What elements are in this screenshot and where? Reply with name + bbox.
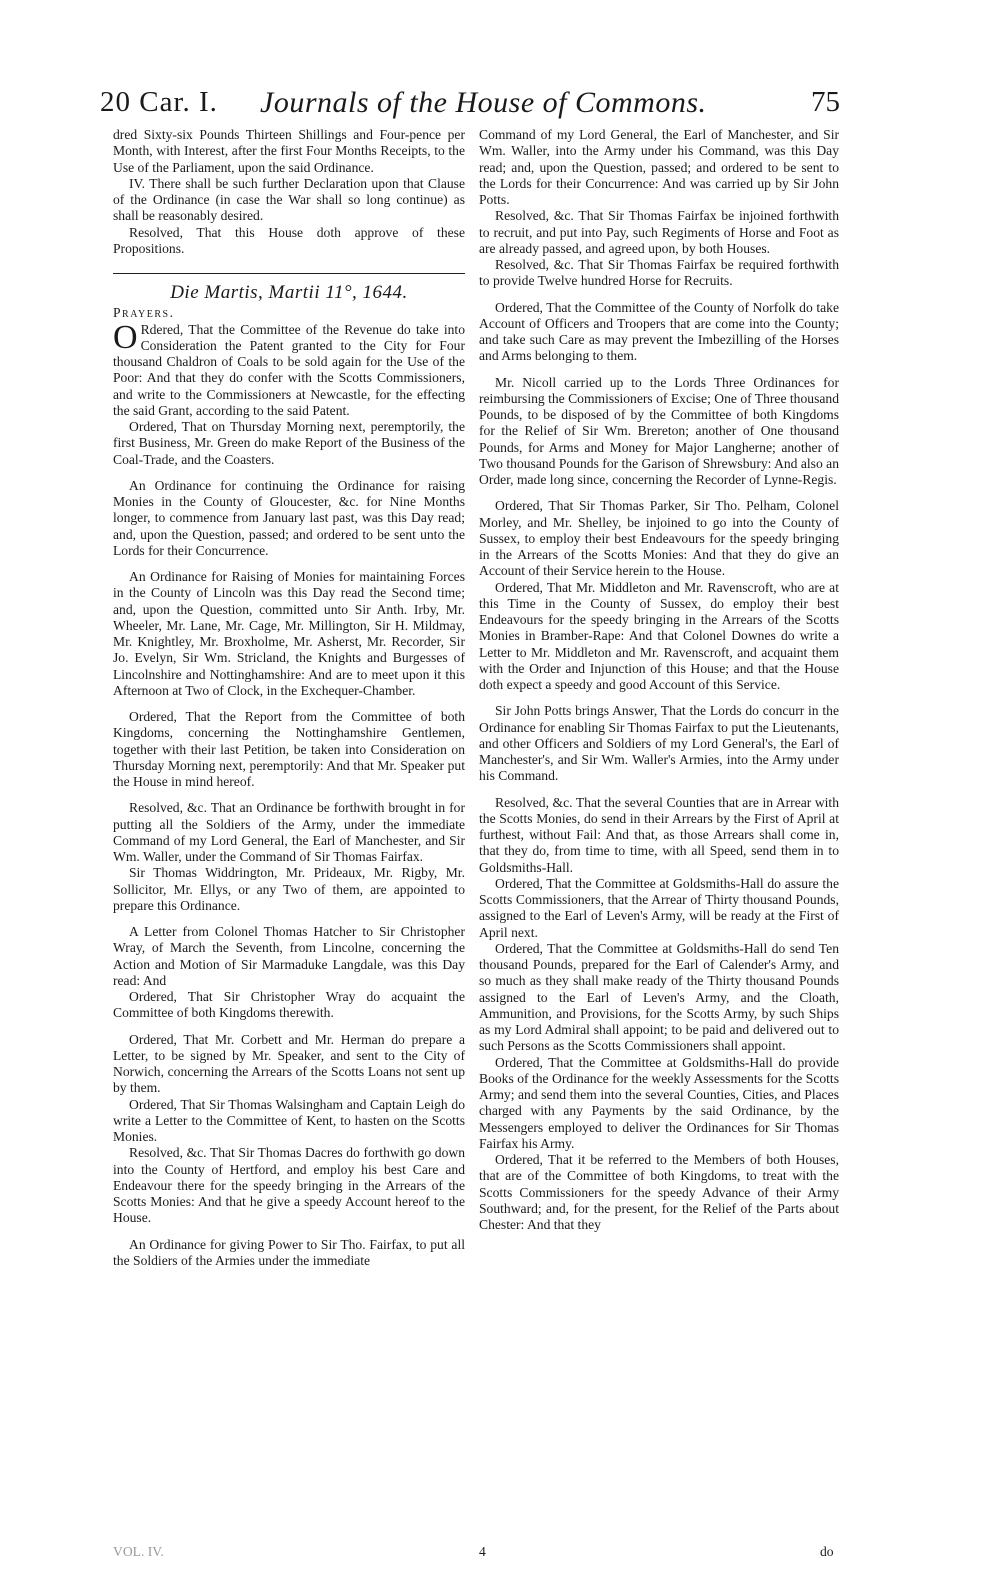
paragraph: A Letter from Colonel Thomas Hatcher to Sir Christopher Wray, of March the Seventh, from Lincolne, concerning the Action and Motion of Sir Marmaduke Langdale, was this Day read: And [113,924,465,988]
paragraph: Ordered, That on Thursday Morning next, peremptorily, the first Business, Mr. Green do make Report of the Business of the Coal-Trade, and the Coasters. [113,419,465,467]
running-title: Journals of the House of Commons. [260,86,707,119]
left-column [113,127,465,1269]
page-header [100,86,840,126]
page-number: 75 [811,86,840,118]
paragraph: Ordered, That it be referred to the Members of both Houses, that are of the Committee of both Kingdoms, to treat with the Scotts Commissioners for the speedy Advance of their Army Southward; and, for the present, for the Relief of the Parts about Chester: And that they [479,1152,839,1232]
paragraph: Ordered, That Sir Christopher Wray do acquaint the Committee of both Kingdoms therewith. [113,989,465,1021]
paragraph: dred Sixty-six Pounds Thirteen Shillings and Four-pence per Month, with Interest, after the first Four Months Receipts, to the Use of the Parliament, upon the said Ordinance. [113,127,465,175]
paragraph: Ordered, That Mr. Middleton and Mr. Ravenscroft, who are at this Time in the County of Sussex, do employ their best Endeavours for the speedy bringing in the Arrears of the Scotts Monies in Bramber-Rape: And that Colonel Downes do write a Letter to Mr. Middleton and Mr. Ravenscroft, and acquaint them with the Order and Injunction of this House; and that the House doth expect a speedy and good Account of this Service. [479,579,839,692]
paragraph: Ordered, That the Committee of the County of Norfolk do take Account of Officers and Troopers that are come into the County; and take such Care as may prevent the Imbezilling of the Horses and Arms belonging to them. [479,299,839,364]
paragraph: Ordered, That the Committee at Goldsmiths-Hall do assure the Scotts Commissioners, that the Arrear of Thirty thousand Pounds, assigned to the Earl of Leven's Army, will be ready at the First of April next. [479,875,839,940]
paragraph: Command of my Lord General, the Earl of Manchester, and Sir Wm. Waller, into the Army under his Command, was this Day read; and, upon the Question, passed; and ordered to be sent to the Lords for their Concurrence: And was carried up by Sir John Potts. [479,127,839,207]
paragraph: Ordered, That the Committee at Goldsmiths-Hall do send Ten thousand Pounds, prepared for the Earl of Calender's Army, and so much as they shall make ready of the Thirty thousand Pounds assigned to the Earl of Leven's Army, and the Cloath, Ammunition, and Provisions, for the Scotts Army, by such Ships as my Lord Admiral shall appoint; to be paid and delivered out to such Persons as the Scotts Commissioners shall appoint. [479,940,839,1054]
paragraph [113,318,465,420]
paragraph: Sir John Potts brings Answer, That the Lords do concurr in the Ordinance for enabling Sir Thomas Fairfax to put the Lieutenants, and other Officers and Soldiers of my Lord General's, the Earl of Manchester's, and Sir Wm. Waller's Armies, into the Army under his Command. [479,703,839,784]
paragraph: Ordered, That Sir Thomas Walsingham and Captain Leigh do write a Letter to the Committee of Kent, to hasten on the Scotts Monies. [113,1096,465,1144]
paragraph: Resolved, &c. That Sir Thomas Fairfax be required forthwith to provide Twelve hundred Horse for Recruits. [479,257,839,289]
prayers-heading: Prayers. [113,305,175,321]
paragraph: Resolved, &c. That Sir Thomas Fairfax be injoined forthwith to recruit, and put into Pay, such Regiments of Horse and Foot as are already passed, and agreed upon, by both Houses. [479,208,839,256]
drop-cap: O [113,318,138,356]
catchword: do [820,1544,834,1559]
paragraph: An Ordinance for giving Power to Sir Tho. Fairfax, to put all the Soldiers of the Armies under the immediate [113,1236,465,1268]
paragraph: Ordered, That Mr. Corbett and Mr. Herman do prepare a Letter, to be signed by Mr. Speaker, and sent to the City of Norwich, concerning the Arrears of the Scotts Loans not sent up by them. [113,1031,465,1096]
paragraph: Ordered, That the Report from the Committee of both Kingdoms, concerning the Nottinghamshire Gentlemen, together with their last Petition, be taken into Consideration on Thursday Morning next, peremptorily: And that Mr. Speaker put the House in mind hereof. [113,709,465,789]
paragraph: An Ordinance for continuing the Ordinance for raising Monies in the County of Gloucester, &c. for Nine Months longer, to commence from January last past, was this Day read; and, upon the Question, passed; and ordered to be sent unto the Lords for their Concurrence. [113,477,465,558]
paragraph-text: Rdered, That the Committee of the Revenue do take into Consideration the Patent granted to the City for Four thousand Chaldron of Coals to be sold again for the Use of the Poor: And that they do confer with the Scotts Commissioners, and write to the Commissioners at Newcastle, for the effecting the said Grant, according to the said Patent. [113,321,465,418]
section-divider [113,273,465,274]
paragraph: Ordered, That Sir Thomas Parker, Sir Tho. Pelham, Colonel Morley, and Mr. Shelley, be injoined to go into the County of Sussex, to employ their best Endeavours for the speedy bringing in the Arrears of the Scotts Monies: And that they do give an Account of their Service herein to the House. [479,498,839,579]
regnal-year: 20 Car. I. [100,86,218,118]
paragraph: Resolved, &c. That an Ordinance be forthwith brought in for putting all the Soldiers of the Army, under the immediate Command of my Lord General, the Earl of Manchester, and Sir Wm. Waller, under the Command of Sir Thomas Fairfax. [113,800,465,864]
paragraph: Mr. Nicoll carried up to the Lords Three Ordinances for reimbursing the Commissioners of Excise; One of Three thousand Pounds, to be disposed of by the Committee of both Kingdoms for the Relief of Sir Wm. Brereton; another of One thousand Pounds, for Arms and Money for Major Langherne; another of Two thousand Pounds for the Garison of Shrewsbury: And also an Order, made long since, concerning the Recorder of Lynne-Regis. [479,374,840,487]
paragraph: Resolved, &c. That Sir Thomas Dacres do forthwith go down into the County of Hertford, and employ his best Care and Endeavour there for the speedy bringing in the Arrears of the Scotts Monies: And that he give a speedy Account hereof to the House. [113,1145,465,1226]
right-column [479,127,839,1233]
paragraph: Sir Thomas Widdrington, Mr. Prideaux, Mr. Rigby, Mr. Sollicitor, Mr. Ellys, or any Two of them, are appointed to prepare this Ordinance. [113,865,465,913]
paragraph: An Ordinance for Raising of Monies for maintaining Forces in the County of Lincoln was this Day read the Second time; and, upon the Question, committed unto Sir Anth. Irby, Mr. Wheeler, Mr. Lane, Mr. Cage, Mr. Millington, Sir H. Mildmay, Mr. Knightley, Mr. Broxholme, Mr. Asherst, Mr. Recorder, Sir Jo. Evelyn, Sir Wm. Stricland, the Knights and Burgesses of Lincolnshire and Nottinghamshire: And are to meet upon it this Afternoon at Two of Clock, in the Exchequer-Chamber. [113,569,465,698]
signature-mark: 4 [479,1544,486,1559]
paragraph: Ordered, That the Committee at Goldsmiths-Hall do provide Books of the Ordinance for the weekly Assessments for the Scotts Army; and send them into the several Counties, Cities, and Places charged with any Payments by the said Ordinance, by the Messengers employed to deliver the Ordinances for Sir Thomas Fairfax his Army. [479,1054,839,1151]
paragraph: Resolved, That this House doth approve of these Propositions. [113,224,465,256]
volume-mark: VOL. IV. [113,1544,164,1559]
session-dateline: Die Martis, Martii 11°, 1644. [170,282,408,303]
paragraph: Resolved, &c. That the several Counties that are in Arrear with the Scotts Monies, do send in their Arrears by the First of April at furthest, without Fail: And that, as those Arrears shall come in, that they do, from time to time, with all Speed, send them in to Goldsmiths-Hall. [479,794,839,875]
paragraph: IV. There shall be such further Declaration upon that Clause of the Ordinance (in case the War shall so long continue) as shall be reasonably desired. [113,175,465,224]
